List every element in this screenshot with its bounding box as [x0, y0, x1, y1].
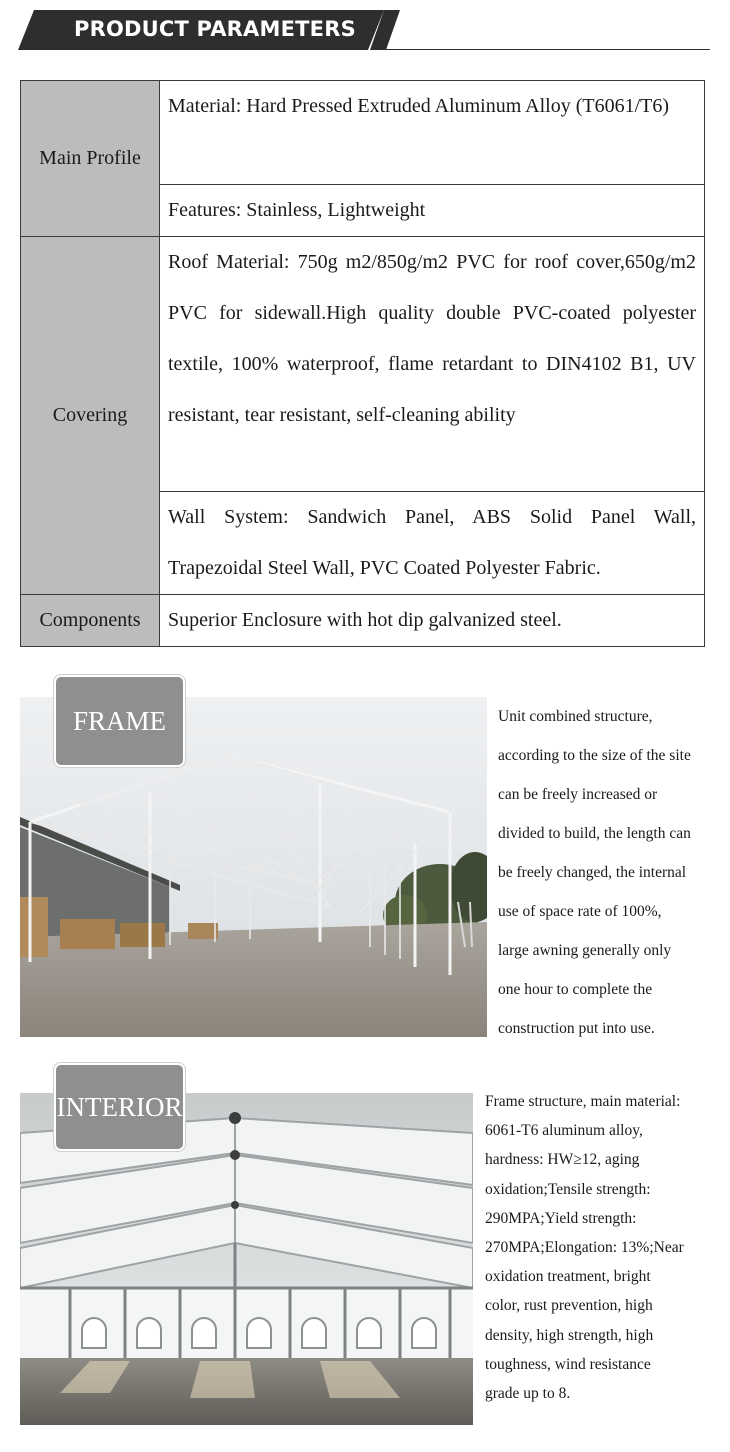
value-cell: Roof Material: 750g m2/850g/m2 PVC for roof cover,650g/m2 PVC for sidewall.High quality double PVC-coated polyester textile, 100% waterproof, flame retardant to DIN4102 B1, UV resistant, tear resistant, self-cleaning ability [160, 237, 705, 492]
description-line: grade up to 8. [485, 1385, 571, 1403]
value-cell: Superior Enclosure with hot dip galvanized steel. [160, 595, 705, 647]
frame-description [498, 697, 713, 1048]
description-line: construction put into use. [498, 1020, 655, 1037]
description-line: hardness: HW≥12, aging [485, 1151, 640, 1169]
table-row [21, 81, 705, 185]
description-line: according to the size of the site [498, 747, 691, 764]
banner-rule [384, 49, 710, 50]
description-line: color, rust prevention, high [485, 1297, 653, 1315]
description-line: 270MPA;Elongation: 13%;Near [485, 1239, 684, 1257]
value-cell: Features: Stainless, Lightweight [160, 185, 705, 237]
description-line: can be freely increased or [498, 786, 658, 803]
value-cell: Material: Hard Pressed Extruded Aluminum Alloy (T6061/T6) [160, 81, 705, 185]
table-row [21, 237, 705, 492]
description-line: Frame structure, main material: [485, 1093, 681, 1110]
description-line: 290MPA;Yield strength: [485, 1209, 637, 1227]
description-line: Unit combined structure, [498, 708, 653, 725]
description-line: use of space rate of 100%, [498, 903, 662, 920]
value-cell: Wall System: Sandwich Panel, ABS Solid Panel Wall, Trapezoidal Steel Wall, PVC Coated Polyester Fabric. [160, 492, 705, 595]
description-line: density, high strength, high [485, 1326, 654, 1344]
frame-label: FRAME [54, 675, 185, 767]
description-line: divided to build, the length can [498, 825, 691, 842]
description-line: oxidation;Tensile strength: [485, 1180, 651, 1198]
description-line: 6061-T6 aluminum alloy, [485, 1122, 643, 1140]
section-banner [18, 10, 710, 50]
description-line: one hour to complete the [498, 981, 653, 998]
description-line: oxidation treatment, bright [485, 1268, 651, 1286]
table-row [21, 595, 705, 647]
parameters-table [20, 80, 705, 647]
category-cell: Main Profile [21, 81, 160, 237]
category-cell: Covering [21, 237, 160, 595]
interior-label: INTERIOR [54, 1063, 185, 1151]
banner-title: PRODUCT PARAMETERS [74, 17, 356, 41]
description-line: be freely changed, the internal [498, 864, 687, 881]
description-line: toughness, wind resistance [485, 1355, 651, 1373]
description-line: large awning generally only [498, 942, 672, 959]
interior-description [485, 1087, 710, 1408]
category-cell: Components [21, 595, 160, 647]
